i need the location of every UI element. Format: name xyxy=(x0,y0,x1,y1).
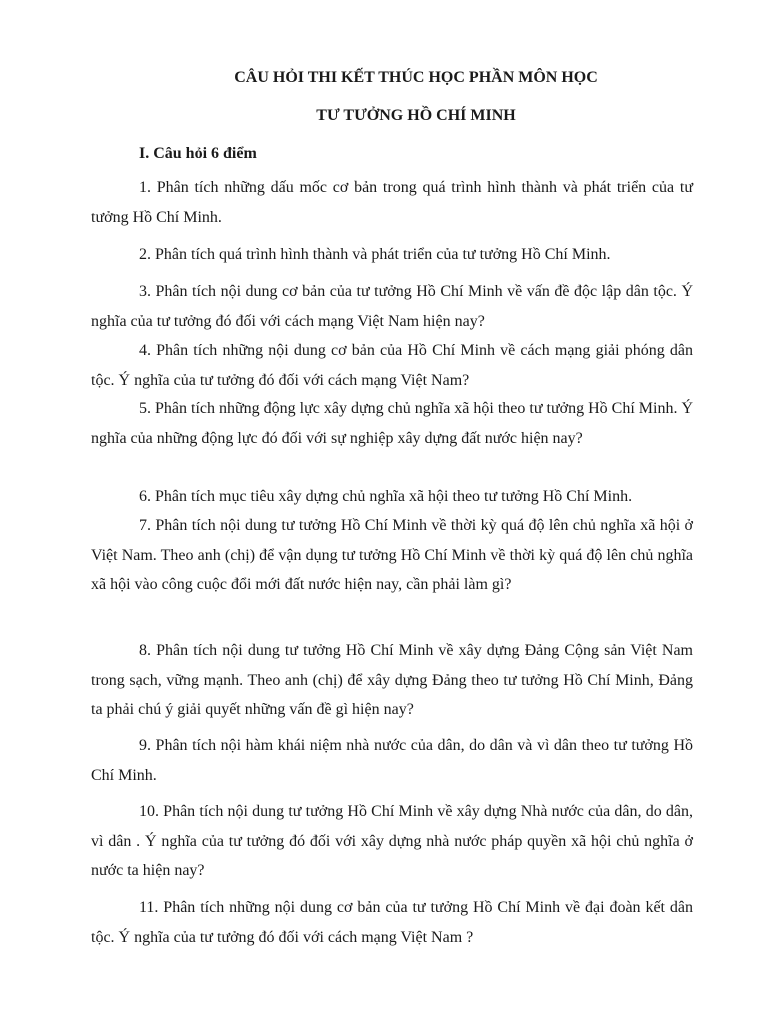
question-9: 9. Phân tích nội hàm khái niệm nhà nước của dân, do dân và vì dân theo tư tưởng Hồ Chí Minh. xyxy=(91,737,693,784)
question-6: 6. Phân tích mục tiêu xây dựng chủ nghĩa xã hội theo tư tưởng Hồ Chí Minh. xyxy=(139,488,633,505)
document-title-line1: CÂU HỎI THI KẾT THÚC HỌC PHẦN MÔN HỌC xyxy=(234,69,598,86)
question-10: 10. Phân tích nội dung tư tưởng Hồ Chí Minh về xây dựng Nhà nước của dân, do dân, vì dân . Ý nghĩa của tư tưởng đó đối với xây dựng nhà nước pháp quyền xã hội chủ nghĩa ở nước ta hiện nay? xyxy=(91,803,693,879)
question-2: 2. Phân tích quá trình hình thành và phát triển của tư tưởng Hồ Chí Minh. xyxy=(139,246,611,263)
question-7: 7. Phân tích nội dung tư tưởng Hồ Chí Minh về thời kỳ quá độ lên chủ nghĩa xã hội ở Việt Nam. Theo anh (chị) để vận dụng tư tưởng Hồ Chí Minh về thời kỳ quá độ lên chủ nghĩa xã hội vào công cuộc đổi mới đất nước hiện nay, cần phải làm gì? xyxy=(91,517,693,593)
question-4: 4. Phân tích những nội dung cơ bản của Hồ Chí Minh về cách mạng giải phóng dân tộc. Ý nghĩa của tư tưởng đó đối với cách mạng Việt Nam? xyxy=(91,342,693,389)
question-11: 11. Phân tích những nội dung cơ bản của tư tưởng Hồ Chí Minh về đại đoàn kết dân tộc. Ý nghĩa của tư tưởng đó đối với cách mạng Việt Nam ? xyxy=(91,899,693,946)
question-1: 1. Phân tích những dấu mốc cơ bản trong quá trình hình thành và phát triển của tư tưởng Hồ Chí Minh. xyxy=(91,179,693,226)
question-3: 3. Phân tích nội dung cơ bản của tư tưởng Hồ Chí Minh về vấn đề độc lập dân tộc. Ý nghĩa của tư tưởng đó đối với cách mạng Việt Nam hiện nay? xyxy=(91,283,693,330)
document-title-line2: TƯ TƯỞNG HỒ CHÍ MINH xyxy=(316,107,516,124)
question-8: 8. Phân tích nội dung tư tưởng Hồ Chí Minh về xây dựng Đảng Cộng sản Việt Nam trong sạch, vững mạnh. Theo anh (chị) để xây dựng Đảng theo tư tưởng Hồ Chí Minh, Đảng ta phải chú ý giải quyết những vấn đề gì hiện nay? xyxy=(91,642,693,718)
question-5: 5. Phân tích những động lực xây dựng chủ nghĩa xã hội theo tư tưởng Hồ Chí Minh. Ý nghĩa của những động lực đó đối với sự nghiệp xây dựng đất nước hiện nay? xyxy=(91,400,693,447)
section-heading: I. Câu hỏi 6 điểm xyxy=(139,145,257,162)
